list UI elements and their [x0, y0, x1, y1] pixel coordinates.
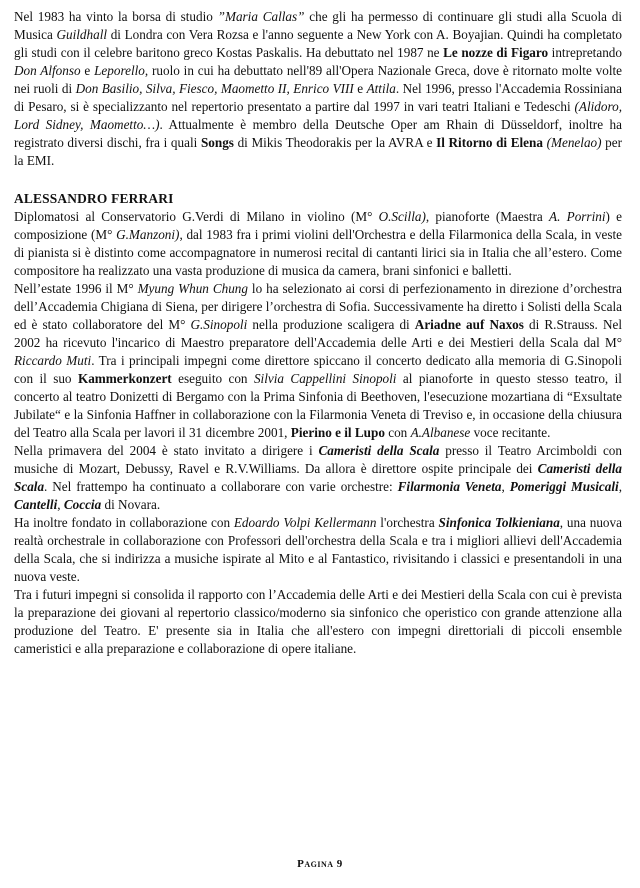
body-text: l'orchestra [376, 515, 439, 530]
body-text: Ha inoltre fondato in collaborazione con [14, 515, 234, 530]
emphasis-text: O.Scilla) [378, 209, 426, 224]
emphasis-text: Leporello [94, 63, 145, 78]
body-text: , [618, 479, 622, 494]
body-text: di R.Strauss. Nel 2002 ha ricevuto l'incarico di Maestro preparatore dell'Accademia delle Arti e dei Mestieri della Scala dal M° [14, 317, 622, 350]
body-text: , pianoforte (Maestra [425, 209, 550, 224]
body-text: Tra i futuri impegni si consolida il rapporto con l’Accademia delle Arti e dei Mestieri della Scala con cui è prevista la preparazione dei giovani al repertorio classico/moderno sia sinfonico che operistico con grande attenzione alla produzione del Teatro. E' presente sia in Italia che all'estero con impegni direttoriali di piccoli ensemble cameristici e alla preparazione e collaborazione di opere italiane. [14, 587, 622, 656]
body-text: . Attualmente è membro della Deutsche Oper am Rhain di Düsseldorf, inoltre ha registrato diversi dischi, fra i quali [14, 117, 622, 150]
body-text: di Novara. [101, 497, 161, 512]
emphasis-text: G.Sinopoli [190, 317, 248, 332]
emphasis-text: Sinfonica Tolkieniana [438, 515, 560, 530]
body-text: Nell’estate 1996 il M° [14, 281, 138, 296]
body-text: , ruolo in cui ha debuttato nell'89 all'Opera Nazionale Greca, dove è ritornato molte volte nei ruoli di [14, 63, 622, 96]
emphasis-text: Silvia Cappellini Sinopoli [253, 371, 397, 386]
body-text: per la EMI. [14, 135, 622, 168]
emphasis-text: Cameristi della Scala [318, 443, 440, 458]
page-number: Pagina 9 [297, 858, 343, 870]
emphasis-text: ”Maria Callas” [217, 9, 305, 24]
emphasis-text: Myung Whun Chung [137, 281, 248, 296]
body-text: . Nel frattempo ha continuato a collaborare con varie orchestre: [44, 479, 398, 494]
emphasis-text: Pierino e il Lupo [290, 425, 385, 440]
body-text: presso il Teatro Arcimboldi con musiche di Mozart, Debussy, Ravel e R.V.Williams. Da allora è direttore ospite principale dei [14, 443, 622, 476]
document-body [14, 8, 622, 658]
bio-paragraph-1 [14, 208, 622, 280]
emphasis-text: (Menelao) [546, 135, 602, 150]
emphasis-text: G.Manzoni) [116, 227, 180, 242]
body-text: di Londra con Vera Rozsa e l'anno seguente a New York con A. Boyajian. Quindi ha completato gli studi con il celebre baritono greco Kostas Paskalis. Ha debuttato nel 1987 ne [14, 27, 623, 60]
bio-paragraph-5 [14, 586, 622, 658]
emphasis-text: A. Porrini [549, 209, 606, 224]
emphasis-text: Cantelli [14, 497, 58, 512]
body-text: al pianoforte in questo stesso teatro, il concerto al teatro Donizetti di Bergamo con la Prima Sinfonia di Beethoven, l'esecuzione mozartiana di “Exsultate Jubilate“ e la Sinfonia Haffner in collaborazione con la Filarmonia Veneta di Treviso e, in occasione della chiusura del Teatro alla Scala per lavori il 31 dicembre 2001, [14, 371, 622, 440]
emphasis-text: Kammerkonzert [77, 371, 172, 386]
intro-paragraph [14, 8, 622, 170]
bio-paragraph-2 [14, 280, 622, 442]
body-text: . Tra i principali impegni come direttore spiccano il concerto dedicato alla memoria di G.Sinopoli con il suo [14, 353, 622, 386]
emphasis-text: Filarmonia Veneta [397, 479, 502, 494]
emphasis-text: Don Basilio, Silva, Fiesco, Maometto II, Enrico VIII [75, 81, 354, 96]
body-text: di Mikis Theodorakis per la AVRA e [233, 135, 437, 150]
emphasis-text: Don Alfonso [14, 63, 81, 78]
emphasis-text: Riccardo Muti [14, 353, 92, 368]
emphasis-text: A.Albanese [410, 425, 471, 440]
body-text: ) e composizione (M° [14, 209, 623, 242]
emphasis-text: Songs [200, 135, 234, 150]
body-text: Nel 1983 ha vinto la borsa di studio [14, 9, 218, 24]
body-text: lo ha selezionato ai corsi di perfezionamento in direzione d’orchestra dell’Accademia Chigiana di Siena, per dirigere l’orchestra di Sofia. Successivamente ha diretto i Solisti della Scala ed è stato collaboratore del M° [14, 281, 623, 332]
body-text: . Nel 1996, presso l'Accademia Rossiniana di Pesaro, si è specializzanto nel repertorio presentato a partire dal 1997 in vari teatri Italiani e Tedeschi [14, 81, 622, 114]
emphasis-text: Pomeriggi Musicali [509, 479, 619, 494]
body-text: che gli ha permesso di continuare gli studi alla Scuola di Musica [14, 9, 622, 42]
body-text: e [80, 63, 95, 78]
emphasis-text: (Alidoro, Lord Sidney, Maometto…) [14, 99, 622, 132]
body-text: Diplomatosi al Conservatorio G.Verdi di Milano in violino (M° [14, 209, 379, 224]
body-text: eseguito con [171, 371, 254, 386]
body-text: con [384, 425, 411, 440]
body-text: , una nuova realtà orchestrale in collaborazione con Professori dell'orchestra della Scala e tra i migliori allievi dell'Accademia della Scala, che si indirizza a musiche ispirate al Mito e al Fantastico, rivisitando i classici e presentandoli in una nuova veste. [14, 515, 622, 584]
emphasis-text: Guildhall [56, 27, 108, 42]
bio-paragraph-4 [14, 514, 622, 586]
paragraph-gap [14, 170, 622, 190]
section-heading: ALESSANDRO FERRARI [14, 191, 174, 206]
body-text: voce recitante. [470, 425, 551, 440]
body-text: nella produzione scaligera di [247, 317, 415, 332]
emphasis-text: Ariadne auf Naxos [414, 317, 524, 332]
body-text: , dal 1983 fra i primi violini dell'Orchestra e della Filarmonica della Scala, in veste di pianista si è distinto come accompagnatore in numerosi recital di cantanti lirici sia in Italia che all’estero. Come compositore ha realizzato una vasta produzione di musica da camera, brani sinfonici e balletti. [14, 227, 622, 278]
emphasis-text: Cameristi della Scala [14, 461, 623, 494]
emphasis-text: Coccia [63, 497, 102, 512]
body-text: e [353, 81, 367, 96]
emphasis-text: Attila [366, 81, 396, 96]
body-text: intrepretando [548, 45, 622, 60]
body-text: Nella primavera del 2004 è stato invitato a dirigere i [14, 443, 319, 458]
body-text: , [501, 479, 510, 494]
bio-paragraph-3 [14, 442, 622, 514]
emphasis-text: Il Ritorno di Elena [436, 135, 543, 150]
emphasis-text: Edoardo Volpi Kellermann [233, 515, 377, 530]
emphasis-text: Le nozze di Figaro [443, 45, 549, 60]
body-text: , [57, 497, 64, 512]
